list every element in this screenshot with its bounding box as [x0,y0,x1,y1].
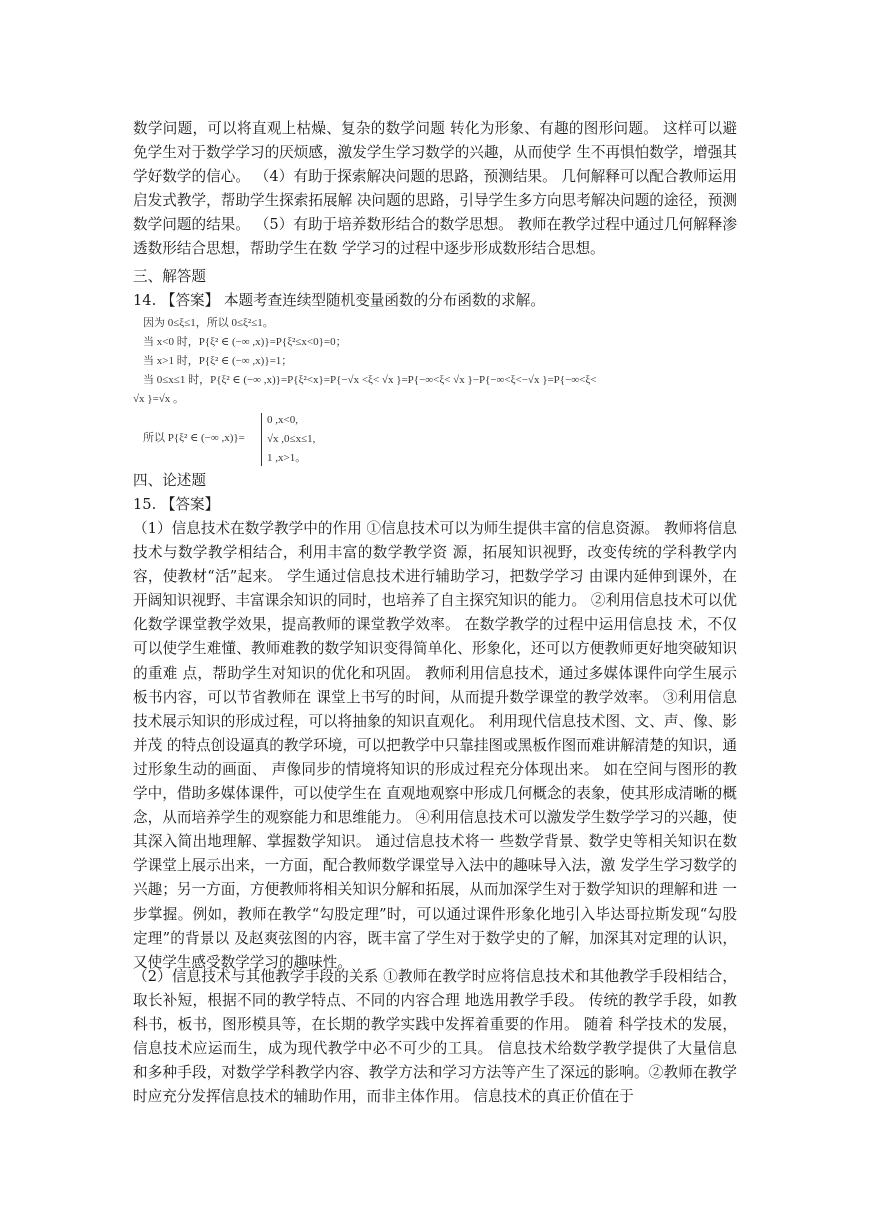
piecewise-brace [261,413,265,466]
math-line-6: 所以 P{ξ² ∈ (−∞ ,x)}= [143,432,245,444]
math-line-1: 因为 0≤ξ≤1，所以 0≤ξ²≤1。 [143,317,274,329]
paragraph-geometric-interpretation: 数学问题，可以将直观上枯燥、复杂的数学问题 转化为形象、有趣的图形问题。 这样可以避免学生对于数学学习的厌烦感，激发学生学习数学的兴趣，从而使学 生不再惧怕数学，增强其学好数学的信心。 （4）有助于探索解决问题的思路，预测结果。 几何解释可以配合教师运用启发式教学，帮助学生探索拓展解 决问题的思路，引导学生多方向思考解决问题的途径，预测数学问题的结果。 （5）有助于培养数形结合的数学思想。 教师在教学过程中通过几何解释渗透数形结合思想，帮助学生在数 学学习的过程中逐步形成数形结合思想。 [133,120,737,258]
section-heading-discussion: 四、论述题 [133,472,206,489]
case-line-2: √x ,0≤x≤1, [267,433,316,445]
paragraph-role-of-it: （1）信息技术在数学教学中的作用 ①信息技术可以为师生提供丰富的信息资源。 教师将信息技术与数学教学相结合，利用丰富的数学教学资 源，拓展知识视野，改变传统的学科教学内容，使教材“活”起来。 学生通过信息技术进行辅助学习，把数学学习 由课内延伸到课外，在开阔知识视野、丰富课余知识的同时，也培养了自主探究知识的能力。 ②利用信息技术可以优化数学课堂教学效果，提高教师的课堂教学效率。 在数学教学的过程中运用信息技 术，不仅可以使学生难懂、教师难教的数学知识变得简单化、形象化，还可以方便教师更好地突破知识的重难 点，帮助学生对知识的优化和巩固。 教师利用信息技术，通过多媒体课件向学生展示板书内容，可以节省教师在 课堂上书写的时间，从而提升数学课堂的教学效率。 ③利用信息技术展示知识的形成过程，可以将抽象的知识直观化。 利用现代信息技术图、文、声、像、影并茂 的特点创设逼真的教学环境，可以把教学中只靠挂图或黑板作图而难讲解清楚的知识，通过形象生动的画面、 声像同步的情境将知识的形成过程充分体现出来。 如在空间与图形的教学中，借助多媒体课件，可以使学生在 直观地观察中形成几何概念的表象，使其形成清晰的概念，从而培养学生的观察能力和思维能力。 ④利用信息技术可以激发学生数学学习的兴趣，使其深入简出地理解、掌握数学知识。 通过信息技术将一 些数学背景、数学史等相关知识在数学课堂上展示出来，一方面，配合教师数学课堂导入法中的趣味导入法，激 发学生学习数学的兴趣；另一方面，方便教师将相关知识分解和拓展，从而加深学生对于数学知识的理解和进 一步掌握。例如，教师在教学“勾股定理”时，可以通过课件形象化地引入毕达哥拉斯发现“勾股定理”的背景以 及赵爽弦图的内容，既丰富了学生对于数学史的了解，加深其对定理的认识，又使学生感受数学学习的趣味性。 [133,520,737,971]
question-15-answer: 15. 【答案】 [133,496,220,513]
question-14-answer: 14. 【答案】 本题考查连续型随机变量函数的分布函数的求解。 [133,292,545,309]
math-line-5: √x }=√x 。 [133,393,185,405]
math-line-4: 当 0≤x≤1 时，P{ξ² ∈ (−∞ ,x)}=P{ξ²<x}=P{−√x <ξ< √x }=P{−∞<ξ< √x }−P{−∞<ξ<−√x }=P{−∞<ξ< [143,374,597,386]
math-line-3: 当 x>1 时，P{ξ² ∈ (−∞ ,x)}=1； [143,355,293,367]
case-line-3: 1 ,x>1。 [267,452,307,464]
math-derivation [133,314,737,469]
paragraph-it-and-other-means: （2）信息技术与其他教学手段的关系 ①教师在教学时应将信息技术和其他教学手段相结合，取长补短，根据不同的教学特点、不同的内容合理 地选用教学手段。 传统的教学手段，如教科书，板书，图形模具等，在长期的教学实践中发挥着重要的作用。 随着 科学技术的发展，信息技术应运而生，成为现代教学中必不可少的工具。 信息技术给数学教学提供了大量信息 和多种手段，对数学学科教学内容、教学方法和学习方法等产生了深远的影响。②教师在教学时应充分发挥信息技术的辅助作用，而非主体作用。 信息技术的真正价值在于 [133,968,737,1106]
math-line-2: 当 x<0 时，P{ξ² ∈ (−∞ ,x)}=P{ξ²≤x<0}=0； [143,336,347,348]
section-heading-answer-questions: 三、解答题 [133,268,206,285]
piecewise-cases [133,413,433,469]
case-line-1: 0 ,x<0, [267,414,298,426]
